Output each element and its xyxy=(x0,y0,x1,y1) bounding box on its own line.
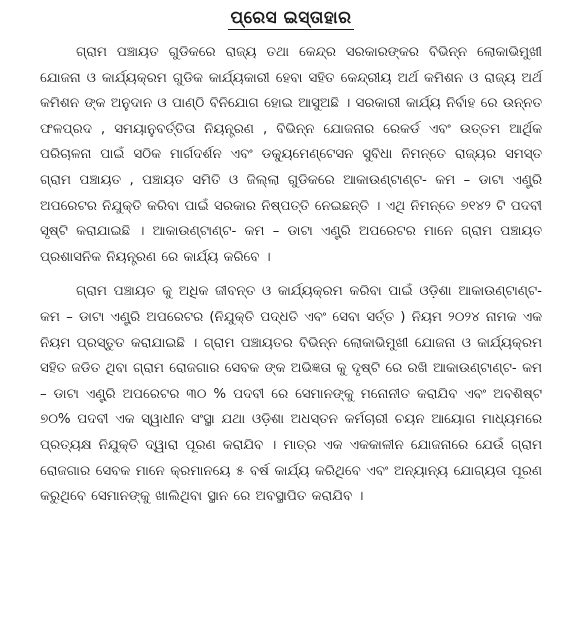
press-release-title: ପ୍ରେସ ଇସ୍ତାହାର xyxy=(230,8,352,28)
paragraph-1: ଗ୍ରାମ ପଞ୍ଚାୟତ ଗୁଡିକରେ ରାଜ୍ୟ ତଥା କେନ୍ଦ୍ର ସରକାରଙ୍କର ବିଭିନ୍ନ ଲୋକାଭିମୁଖୀ ଯୋଜନା ଓ କାର୍ଯ୍ୟକ୍ରମ ଗୁଡିକ କାର୍ଯ୍ୟକାରୀ ହେବା ସହିତ କେନ୍ଦ୍ରୀୟ ଅର୍ଥ କମିଶନ ଓ ରାଜ୍ୟ ଅର୍ଥ କମିଶନ ଙ୍କ ଅନୁଦାନ ଓ ପାଣ୍ଠି ବିନିଯୋଗ ହୋଇ ଆସୁଅଛି । ସରକାରୀ କାର୍ଯ୍ୟ ନିର୍ବାହ ରେ ଉନ୍ନତ ଫଳପ୍ରଦ , ସମୟାନୁବର୍ତ୍ତିତା ନିୟନ୍ତ୍ରଣ , ବିଭିନ୍ନ ଯୋଜନାର ରେକର୍ଡ ଏବଂ ଉତ୍ତମ ଆର୍ଥିକ ପରିଚାଳନା ପାଇଁ ସଠିକ ମାର୍ଗଦର୍ଶନ ଏବଂ ଡକ୍ୟୁମେଣ୍ଟେସନ ସୁବିଧା ନିମନ୍ତେ ରାଜ୍ୟର ସମସ୍ତ ଗ୍ରାମ ପଞ୍ଚାୟତ , ପଞ୍ଚାୟତ ସମିତି ଓ ଜିଲ୍ଲା ଗୁଡିକରେ ଆକାଉଣ୍ଟାଣ୍ଟ- କମ – ଡାଟା ଏଣ୍ଟ୍ରି ଅପରେଟର ନିଯୁକ୍ତି କରିବା ପାଇଁ ସରକାର ନିଷ୍ପତ୍ତି ନେଇଛନ୍ତି । ଏଥି ନିମନ୍ତେ ୭୧୪୨ ଟି ପଦବୀ ସୃଷ୍ଟି କରାଯାଇଛି । ଆକାଉଣ୍ଟାଣ୍ଟ- କମ – ଡାଟା ଏଣ୍ଟ୍ରି ଅପରେଟର ମାନେ ଗ୍ରାମ ପଞ୍ଚାୟତ ପ୍ରଶାସନିକ ନିୟନ୍ତ୍ରଣ ରେ କାର୍ଯ୍ୟ କରିବେ । xyxy=(40,45,542,265)
paragraph-2: ଗ୍ରାମ ପଞ୍ଚାୟତ କୁ ଅଧିକ ଜୀବନ୍ତ ଓ କାର୍ଯ୍ୟକ୍ରମ କରିବା ପାଇଁ ଓଡ଼ିଶା ଆକାଉଣ୍ଟାଣ୍ଟ- କମ – ଡାଟା ଏଣ୍ଟ୍ରି ଅପରେଟର (ନିଯୁକ୍ତି ପଦ୍ଧତି ଏବଂ ସେବା ସର୍ତ୍ତ ) ନିୟମ ୨୦୨୪ ନାମକ ଏକ ନିୟମ ପ୍ରସ୍ତୁତ କରାଯାଇଛି । ଗ୍ରାମ ପଞ୍ଚାୟତର ବିଭିନ୍ନ ଲୋକାଭିମୁଖୀ ଯୋଜନା ଓ କାର୍ଯ୍ୟକ୍ରମ ସହିତ ଜଡିତ ଥିବା ଗ୍ରାମ ରୋଜଗାର ସେବକ ଙ୍କ ଅଭିଜ୍ଞତା କୁ ଦୃଷ୍ଟି ରେ ରଖି ଆକାଉଣ୍ଟାଣ୍ଟ- କମ – ଡାଟା ଏଣ୍ଟ୍ରି ଅପରେଟର ୩୦ % ପଦବୀ ରେ ସେମାନଙ୍କୁ ମନୋନୀତ କରାଯିବ ଏବଂ ଅବଶିଷ୍ଟ ୭୦% ପଦବୀ ଏକ ସ୍ୱାଧୀନ ସଂସ୍ଥା ଯଥା ଓଡ଼ିଶା ଅଧସ୍ତନ କର୍ମଚାରୀ ଚୟନ ଆୟୋଗ ମାଧ୍ୟମରେ ପ୍ରତ୍ୟକ୍ଷ ନିଯୁକ୍ତି ଦ୍ୱାରା ପୂରଣ କରାଯିବ । ମାତ୍ର ଏକ ଏକକାଳୀନ ଯୋଜନାରେ ଯେଉଁ ଗ୍ରାମ ରୋଜଗାର ସେବକ ମାନେ କ୍ରମାନୟେ ୫ ବର୍ଷ କାର୍ଯ୍ୟ କରିଥିବେ ଏବଂ ଅନ୍ୟାନ୍ୟ ଯୋଗ୍ୟତା ପୂରଣ କରୁଥିବେ ସେମାନଙ୍କୁ ଖାଲିଥିବା ସ୍ଥାନ ରେ ଅବସ୍ଥାପିତ କରାଯିବ । xyxy=(40,284,542,505)
title-container xyxy=(40,8,542,30)
